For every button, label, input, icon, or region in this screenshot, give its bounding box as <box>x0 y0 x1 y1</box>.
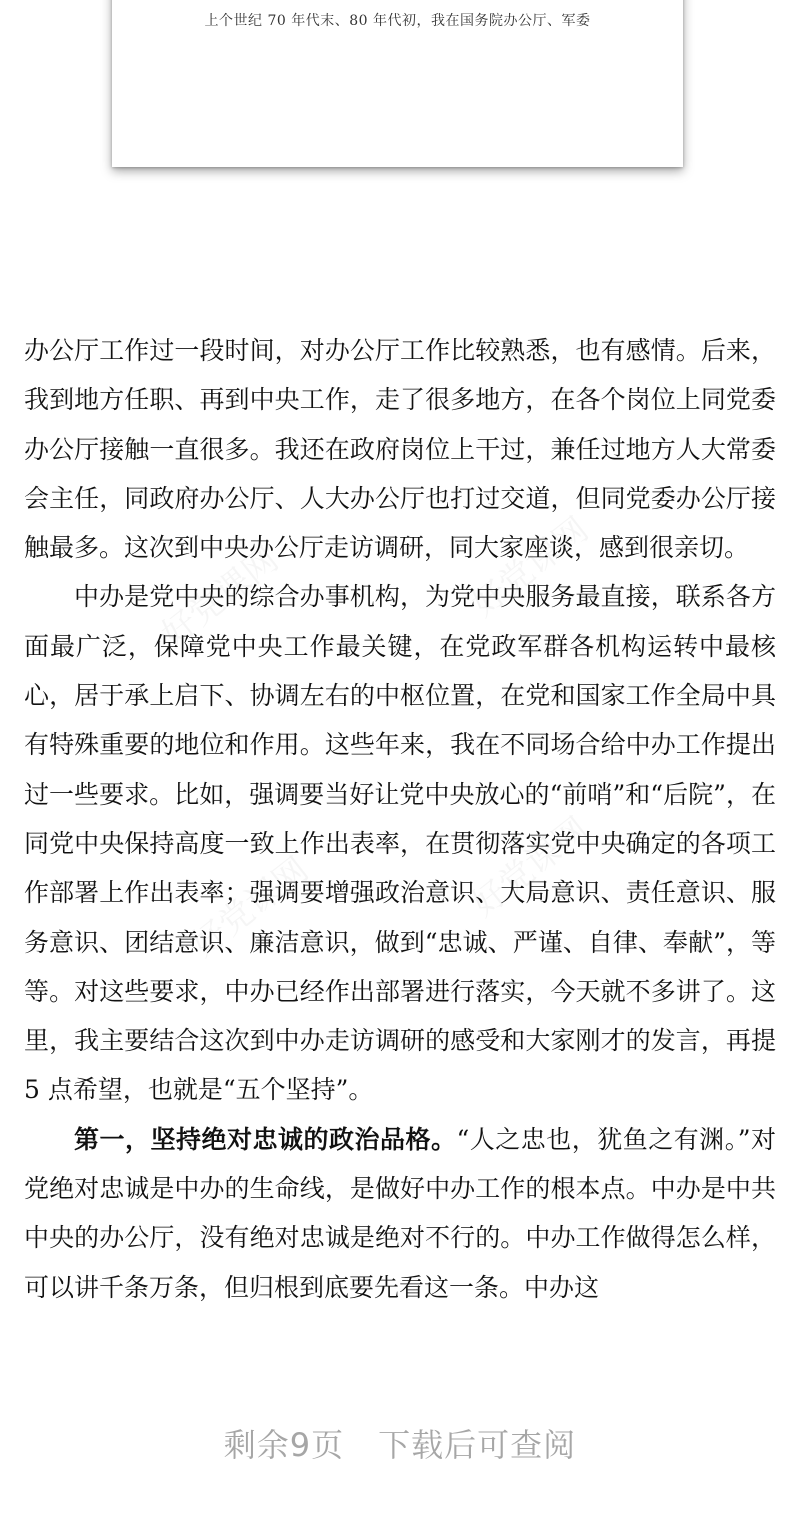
watermark: 好党课网 <box>184 849 317 965</box>
document-body <box>24 326 776 1312</box>
remaining-pages-label: 剩余9页 <box>223 1426 345 1464</box>
watermark: 好党课网 <box>464 509 597 625</box>
download-prompt[interactable] <box>0 1420 800 1466</box>
paragraph-3-heading: 第一，坚持绝对忠诚的政治品格。 <box>74 1124 457 1154</box>
previous-page-preview <box>112 0 683 167</box>
paragraph-3 <box>24 1115 776 1312</box>
paragraph-3-text: “人之忠也，犹鱼之有渊。”对党绝对忠诚是中办的生命线，是做好中办工作的根本点。中办是中共中央的办公厅，没有绝对忠诚是绝对不行的。中办工作做得怎么样，可以讲千条万条，但归根到底要先看这一条。中办这 <box>24 1124 776 1302</box>
preview-text-line: 上个世纪 70 年代末、80 年代初，我在国务院办公厅、军委 <box>204 13 591 29</box>
download-to-view-label: 下载后可查阅 <box>378 1426 577 1464</box>
paragraph-2: 中办是党中央的综合办事机构，为党中央服务最直接，联系各方面最广泛，保障党中央工作最关键，在党政军群各机构运转中最核心，居于承上启下、协调左右的中枢位置，在党和国家工作全局中具有特殊重要的地位和作用。这些年来，我在不同场合给中办工作提出过一些要求。比如，强调要当好让党中央放心的“前哨”和“后院”，在同党中央保持高度一致上作出表率，在贯彻落实党中央确定的各项工作部署上作出表率；强调要增强政治意识、大局意识、责任意识、服务意识、团结意识、廉洁意识，做到“忠诚、严谨、自律、奉献”，等等。对这些要求，中办已经作出部署进行落实，今天就不多讲了。这里，我主要结合这次到中办走访调研的感受和大家刚才的发言，再提 5 点希望，也就是“五个坚持”。 <box>24 582 776 1105</box>
watermark: 好党课网 <box>154 539 287 655</box>
paragraph-1: 办公厅工作过一段时间，对办公厅工作比较熟悉，也有感情。后来，我到地方任职、再到中央工作，走了很多地方，在各个岗位上同党委办公厅接触一直很多。我还在政府岗位上干过，兼任过地方人大常委会主任，同政府办公厅、人大办公厅也打过交道，但同党委办公厅接触最多。这次到中央办公厅走访调研，同大家座谈，感到很亲切。 <box>24 336 776 563</box>
watermark: 好党课网 <box>464 809 597 925</box>
